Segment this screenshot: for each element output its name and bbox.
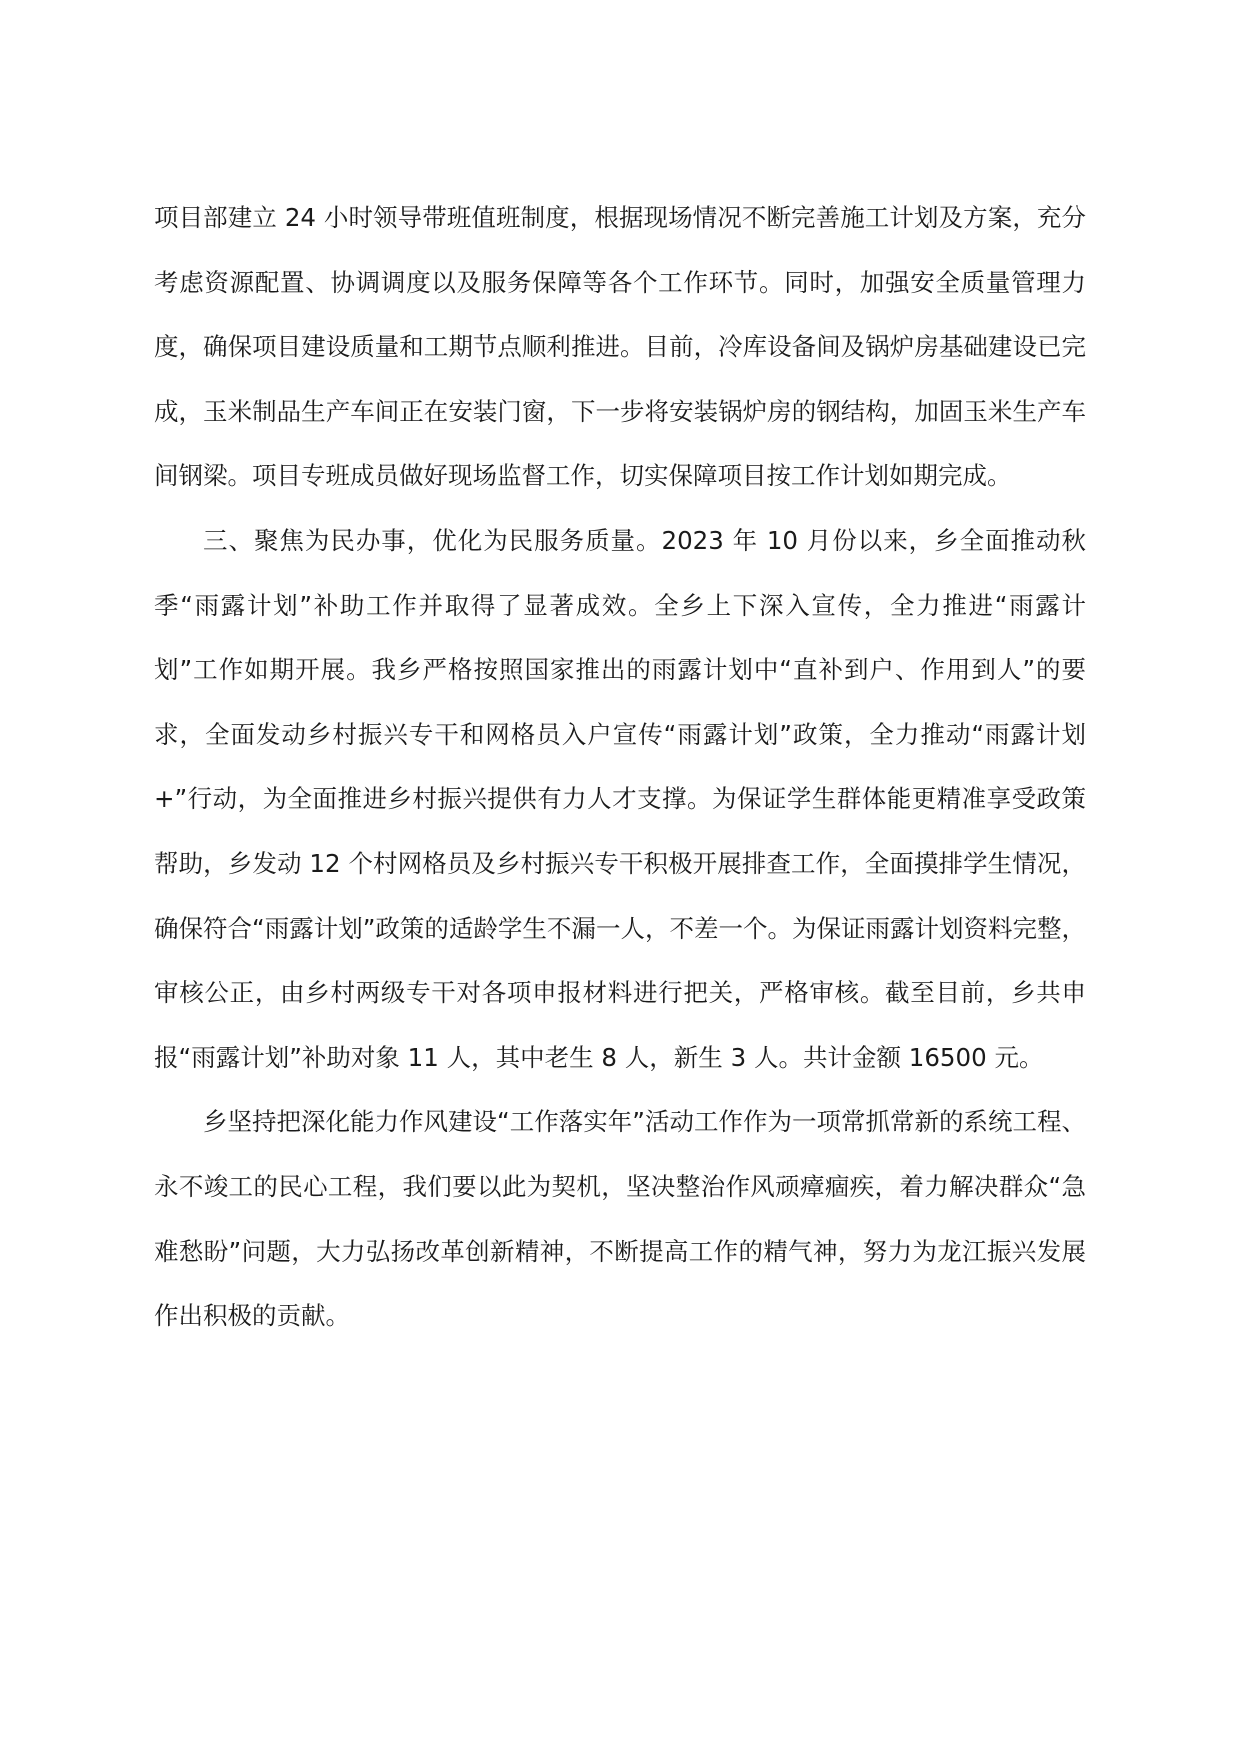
paragraph-continuation: 项目部建立 24 小时领导带班值班制度，根据现场情况不断完善施工计划及方案，充分考虑资源配置、协调调度以及服务保障等各个工作环节。同时，加强安全质量管理力度，确保项目建设质量和工期节点顺利推进。目前，冷库设备间及锅炉房基础建设已完成，玉米制品生产车间正在安装门窗，下一步将安装锅炉房的钢结构，加固玉米生产车间钢梁。项目专班成员做好现场监督工作，切实保障项目按工作计划如期完成。: [154, 203, 1086, 491]
paragraph-conclusion: 乡坚持把深化能力作风建设“工作落实年”活动工作作为一项常抓常新的系统工程、永不竣工的民心工程，我们要以此为契机，坚决整治作风顽瘴痼疾，着力解决群众“急难愁盼”问题，大力弘扬改革创新精神，不断提高工作的精气神，努力为龙江振兴发展作出积极的贡献。: [154, 1107, 1086, 1331]
paragraph-section-three: 三、聚焦为民办事，优化为民服务质量。2023 年 10 月份以来，乡全面推动秋季“雨露计划”补助工作并取得了显著成效。全乡上下深入宣传，全力推进“雨露计划”工作如期开展。我乡严格按照国家推出的雨露计划中“直补到户、作用到人”的要求，全面发动乡村振兴专干和网格员入户宣传“雨露计划”政策，全力推动“雨露计划+”行动，为全面推进乡村振兴提供有力人才支撑。为保证学生群体能更精准享受政策帮助，乡发动 12 个村网格员及乡村振兴专干积极开展排查工作，全面摸排学生情况，确保符合“雨露计划”政策的适龄学生不漏一人，不差一个。为保证雨露计划资料完整，审核公正，由乡村两级专干对各项申报材料进行把关，严格审核。截至目前，乡共申报“雨露计划”补助对象 11 人，其中老生 8 人，新生 3 人。共计金额 16500 元。: [154, 525, 1086, 1072]
document-body: [154, 186, 1086, 1349]
